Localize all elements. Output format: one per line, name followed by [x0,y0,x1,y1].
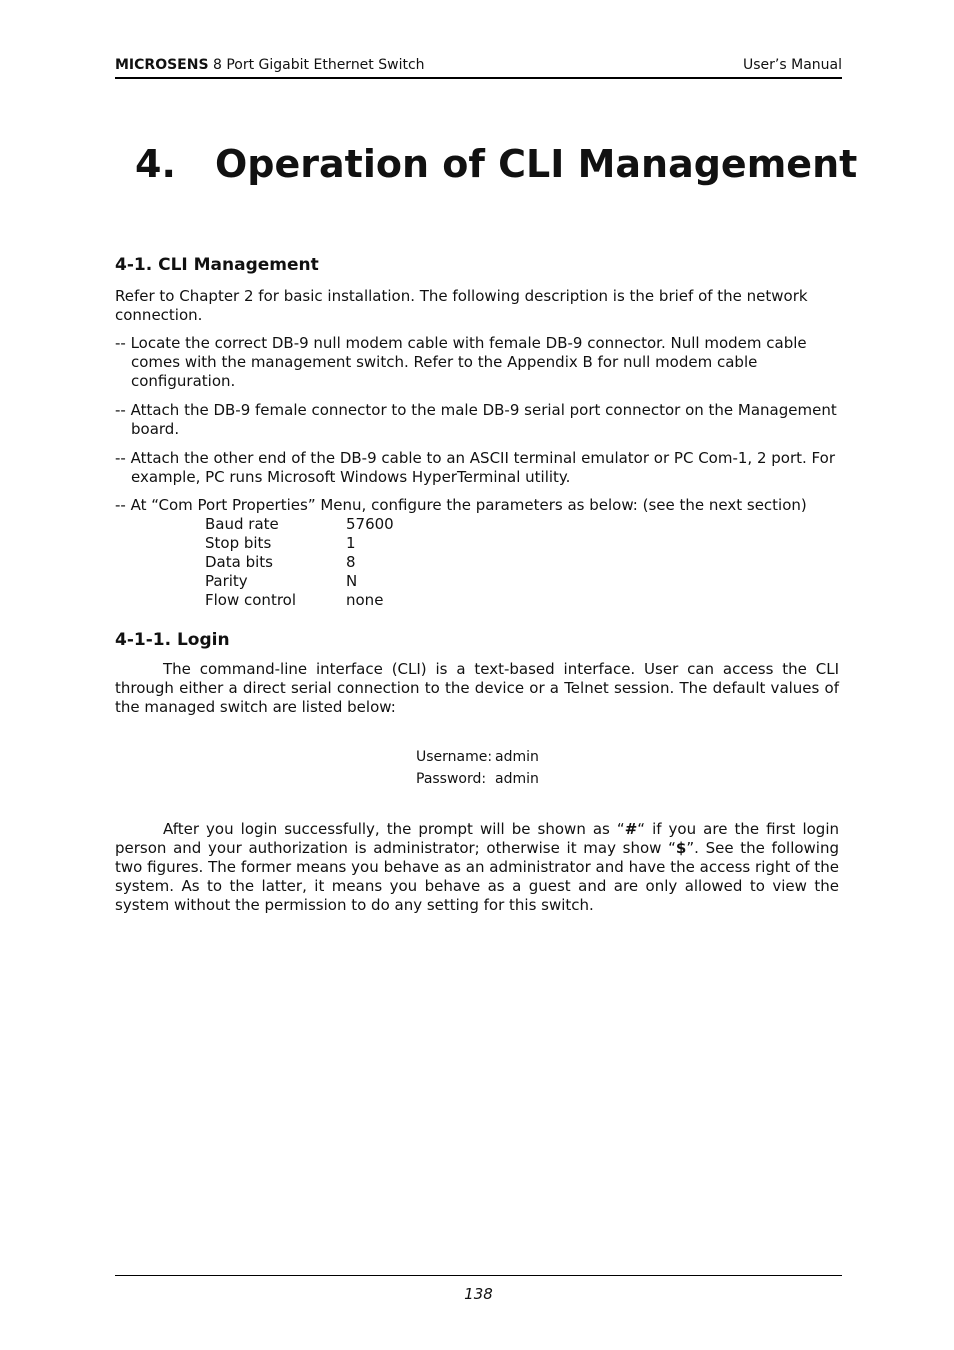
login-paragraph: The command-line interface (CLI) is a text-based interface. User can access the CLI through either a direct serial connection to the device or a Telnet session. The default values of the managed switch are listed below: [115,660,839,716]
manual-label: User’s Manual [743,57,842,73]
page-number: 138 [464,1285,493,1303]
subsection-heading: 4-1-1. Login [115,630,230,650]
param-row [205,553,394,572]
chapter-number: 4. [135,142,176,186]
credential-value: admin [495,771,539,787]
param-value: 57600 [346,515,394,533]
credential-row [416,746,539,768]
guest-prompt-symbol: $ [675,839,687,857]
param-value: N [346,572,358,590]
param-name: Baud rate [205,515,279,533]
param-name: Data bits [205,553,273,571]
param-value: none [346,591,384,609]
param-row [205,572,394,591]
com-port-parameters [205,515,394,610]
param-row [205,591,394,610]
credential-value: admin [495,749,539,765]
header-left [115,57,425,73]
section-intro: Refer to Chapter 2 for basic installation. The following description is the brief of the network connection. [115,287,808,324]
prompt-paragraph [115,820,839,915]
page-footer [115,1275,842,1303]
step-item: -- Attach the other end of the DB-9 cable to an ASCII terminal emulator or PC Com-1, 2 port. For example, PC runs Microsoft Windows HyperTerminal utility. [115,449,835,486]
param-row [205,515,394,534]
prompt-text-b: “ if you are the first login person and your authorization is administrator; otherwise it may show “ [115,820,839,857]
chapter-title-text: Operation of CLI Management [215,142,858,186]
param-name: Parity [205,572,248,590]
admin-prompt-symbol: # [624,820,638,838]
default-credentials [416,746,539,790]
credential-row [416,768,539,790]
brand-name: MICROSENS [115,57,209,73]
prompt-text-a: After you login successfully, the prompt will be shown as “ [163,820,625,838]
credential-label: Password: [416,771,487,787]
param-name: Stop bits [205,534,272,552]
running-header [115,57,842,79]
chapter-title [135,142,857,186]
param-value: 8 [346,553,356,571]
step-item: -- Attach the DB-9 female connector to the male DB-9 serial port connector on the Management board. [115,401,837,438]
prompt-text-c: ”. See the following two figures. The former means you behave as an administrator and have the access right of the system. As to the latter, it means you behave as a guest and are only allowed to view the system without the permission to do any setting for this switch. [115,839,839,914]
credential-label: Username: [416,749,493,765]
param-name: Flow control [205,591,297,609]
product-name: 8 Port Gigabit Ethernet Switch [213,57,425,73]
param-row [205,534,394,553]
section-heading: 4-1. CLI Management [115,255,319,275]
step-item: -- At “Com Port Properties” Menu, configure the parameters as below: (see the next section) [115,496,807,514]
param-value: 1 [346,534,356,552]
step-item: -- Locate the correct DB-9 null modem cable with female DB-9 connector. Null modem cable comes with the management switch. Refer to the Appendix B for null modem cable configuration. [115,334,807,390]
